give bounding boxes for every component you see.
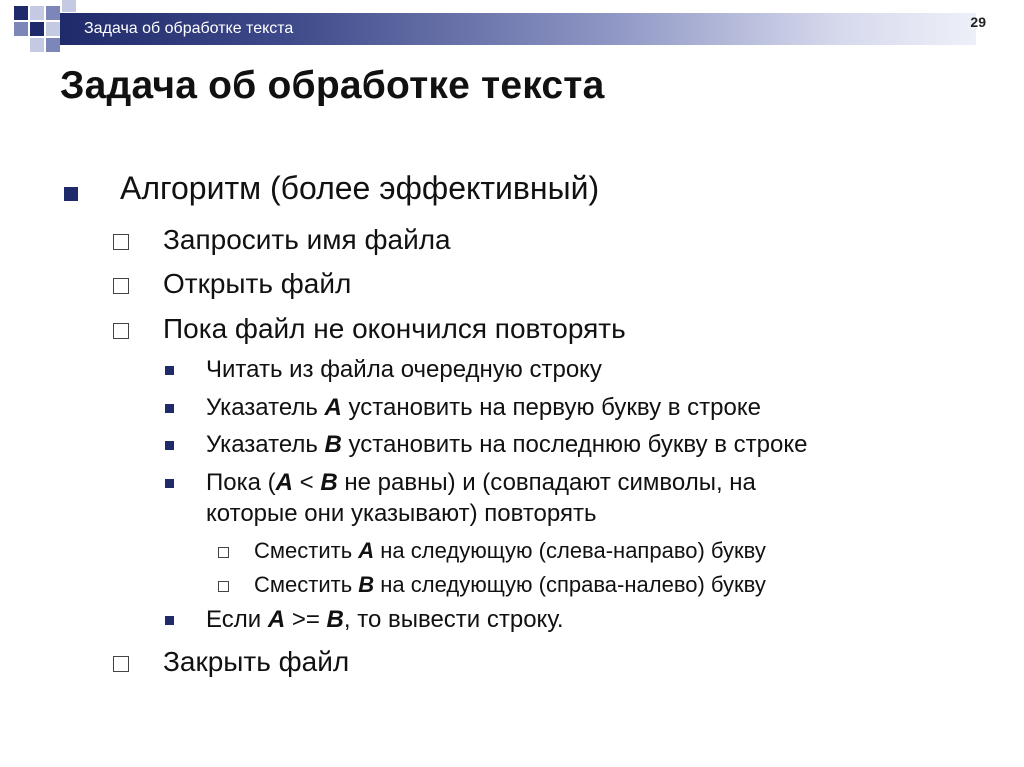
decor-square-2 xyxy=(30,6,44,20)
filled-square-bullet-icon xyxy=(165,404,174,413)
slide-number: 29 xyxy=(970,14,986,30)
decor-square-3 xyxy=(46,6,60,20)
bullet-text-continuation: которые они указывают) повторять xyxy=(206,500,597,527)
bullet-text: Пока файл не окончился повторять xyxy=(163,313,626,344)
bullet-text: Открыть файл xyxy=(163,268,352,299)
bullet-text: Алгоритм (более эффективный) xyxy=(120,170,600,206)
bullet-text: Сместить В на следующую (справа-налево) букву xyxy=(254,572,766,597)
hollow-square-bullet-icon xyxy=(113,234,129,250)
hollow-square-bullet-icon xyxy=(218,547,229,558)
bullet-text: Пока (А < В не равны) и (совпадают символы, на xyxy=(206,469,756,496)
decor-square-9 xyxy=(46,38,60,52)
bullet-text: Указатель В установить на последнюю букву в строке xyxy=(206,431,808,458)
filled-square-bullet-icon xyxy=(165,479,174,488)
bullet-text: Сместить А на следующую (слева-направо) букву xyxy=(254,538,766,563)
bullet-text: Если А >= В, то вывести строку. xyxy=(206,606,564,633)
hollow-square-bullet-icon xyxy=(113,278,129,294)
filled-square-bullet-icon xyxy=(165,441,174,450)
bullet-text: Указатель А установить на первую букву в строке xyxy=(206,394,761,421)
bullet-text: Запросить имя файла xyxy=(163,224,451,255)
decor-square-5 xyxy=(14,22,28,36)
hollow-square-bullet-icon xyxy=(113,323,129,339)
filled-square-bullet-icon xyxy=(64,187,78,201)
decor-square-4 xyxy=(62,0,76,12)
header-title: Задача об обработке текста xyxy=(84,20,294,37)
filled-square-bullet-icon xyxy=(165,616,174,625)
bullet-text: Закрыть файл xyxy=(163,646,350,677)
hollow-square-bullet-icon xyxy=(113,656,129,672)
decor-square-1 xyxy=(14,6,28,20)
slide-title: Задача об обработке текста xyxy=(60,64,605,107)
decor-square-8 xyxy=(30,38,44,52)
bullet-text: Читать из файла очередную строку xyxy=(206,356,602,383)
decor-square-7 xyxy=(46,22,60,36)
decor-square-6 xyxy=(30,22,44,36)
hollow-square-bullet-icon xyxy=(218,581,229,592)
filled-square-bullet-icon xyxy=(165,366,174,375)
